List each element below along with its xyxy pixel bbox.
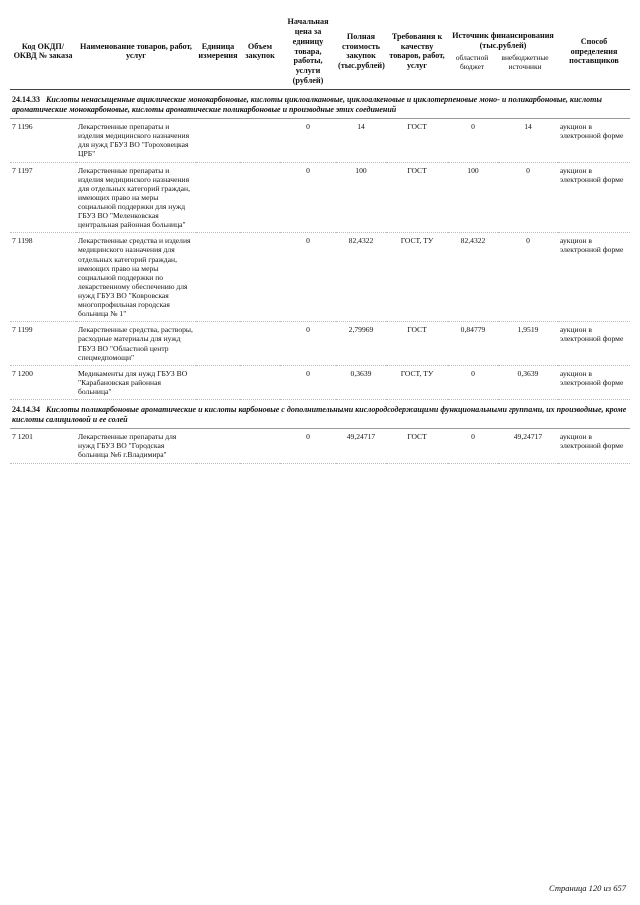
page-number: Страница 120 из 657 [549, 883, 626, 893]
row-unit-price: 0 [280, 233, 336, 322]
header-requirements: Требования к качеству товаров, работ, услуг [386, 14, 448, 89]
header-code: Код ОКДП/ ОКВД № заказа [10, 14, 76, 89]
row-unit [196, 233, 240, 322]
row-code: 7 1198 [10, 233, 76, 322]
header-method: Способ определения поставщиков [558, 14, 630, 89]
header-unit: Единица измерения [196, 14, 240, 89]
row-requirements: ГОСТ [386, 322, 448, 365]
section-code: 24.14.33 [12, 94, 40, 104]
row-unit-price: 0 [280, 429, 336, 463]
header-funding-title: Источник финансирования (тыс.рублей) [452, 30, 554, 50]
header-total: Полная стоимость закупок (тыс.рублей) [336, 14, 386, 89]
row-funding-regional: 0,84779 [448, 322, 498, 365]
procurement-table [10, 14, 630, 464]
table-row [10, 365, 630, 399]
row-unit-price: 0 [280, 322, 336, 365]
row-requirements: ГОСТ [386, 429, 448, 463]
row-volume [240, 322, 280, 365]
row-code: 7 1197 [10, 162, 76, 233]
row-unit-price: 0 [280, 119, 336, 162]
row-funding-extrabudget: 0,3639 [498, 365, 558, 399]
row-unit [196, 162, 240, 233]
row-total: 2,79969 [336, 322, 386, 365]
row-requirements: ГОСТ [386, 119, 448, 162]
section-row [10, 400, 630, 429]
row-volume [240, 162, 280, 233]
section-title: Кислоты ненасыщенные ациклические монокарбоновые, кислоты циклоалкановые, циклоалкеновые и циклотерпеновые моно- и поликарбоновые, кислоты ароматические монокарбоновые, кислоты ароматические поликарбоновые и производные этих соединений [12, 94, 602, 114]
row-name: Лекарственные средства и изделия медицинского назначения для отдельных категорий граждан, имеющих право на меры социальной поддержки по лекарственному обеспечению для нужд ГБУЗ ВО "Ковровская многопрофильная городская больница № 1" [76, 233, 196, 322]
row-funding-extrabudget: 0 [498, 233, 558, 322]
row-volume [240, 429, 280, 463]
row-method: аукцион в электронной форме [558, 322, 630, 365]
row-method: аукцион в электронной форме [558, 233, 630, 322]
row-funding-regional: 0 [448, 365, 498, 399]
row-total: 100 [336, 162, 386, 233]
header-name: Наименование товаров, работ, услуг [76, 14, 196, 89]
row-name: Лекарственные средства, растворы, расходные материалы для нужд ГБУЗ ВО "Областной центр спецмедпомощи" [76, 322, 196, 365]
row-method: аукцион в электронной форме [558, 119, 630, 162]
row-total: 49,24717 [336, 429, 386, 463]
row-total: 82,4322 [336, 233, 386, 322]
row-unit [196, 365, 240, 399]
header-volume: Объем закупок [240, 14, 280, 89]
row-funding-extrabudget: 1,9519 [498, 322, 558, 365]
table-row [10, 162, 630, 233]
row-volume [240, 365, 280, 399]
row-unit [196, 429, 240, 463]
row-requirements: ГОСТ, ТУ [386, 233, 448, 322]
row-unit [196, 119, 240, 162]
row-code: 7 1196 [10, 119, 76, 162]
row-funding-extrabudget: 14 [498, 119, 558, 162]
row-volume [240, 233, 280, 322]
header-funding-regional: областной бюджет [455, 53, 489, 72]
row-method: аукцион в электронной форме [558, 429, 630, 463]
row-name: Лекарственные препараты и изделия медицинского назначения для нужд ГБУЗ ВО "Гороховецкая ЦРБ" [76, 119, 196, 162]
row-unit-price: 0 [280, 162, 336, 233]
section-code: 24.14.34 [12, 405, 40, 415]
section-title: Кислоты поликарбоновые ароматические и кислоты карбоновые с дополнительными кислородсодержащими функциональными группами, их производные, кроме кислоты салициловой и ее солей [12, 405, 627, 424]
header-unit-price: Начальная цена за единицу товара, работы, услуги (рублей) [280, 14, 336, 89]
header-funding [448, 14, 558, 89]
header-funding-extrabudget: внебюджетные источники [501, 53, 549, 72]
table-row [10, 233, 630, 322]
table-header-row [10, 14, 630, 89]
row-method: аукцион в электронной форме [558, 365, 630, 399]
row-funding-regional: 0 [448, 429, 498, 463]
row-funding-regional: 100 [448, 162, 498, 233]
row-funding-regional: 0 [448, 119, 498, 162]
row-code: 7 1199 [10, 322, 76, 365]
row-code: 7 1201 [10, 429, 76, 463]
row-requirements: ГОСТ, ТУ [386, 365, 448, 399]
section-row [10, 89, 630, 118]
row-method: аукцион в электронной форме [558, 162, 630, 233]
row-unit [196, 322, 240, 365]
table-row [10, 322, 630, 365]
row-name: Лекарственные препараты и изделия медицинского назначения для отдельных категорий граждан, имеющих право на меры социальной поддержки для нужд ГБУЗ ВО "Меленковская центральная районная больница" [76, 162, 196, 233]
row-volume [240, 119, 280, 162]
row-requirements: ГОСТ [386, 162, 448, 233]
row-total: 0,3639 [336, 365, 386, 399]
row-unit-price: 0 [280, 365, 336, 399]
table-row [10, 119, 630, 162]
row-funding-extrabudget: 0 [498, 162, 558, 233]
row-funding-extrabudget: 49,24717 [498, 429, 558, 463]
table-row [10, 429, 630, 463]
row-name: Лекарственные препараты для нужд ГБУЗ ВО "Городская больница №6 г.Владимира" [76, 429, 196, 463]
row-total: 14 [336, 119, 386, 162]
row-funding-regional: 82,4322 [448, 233, 498, 322]
row-name: Медикаменты для нужд ГБУЗ ВО "Карабановская районная больница" [76, 365, 196, 399]
row-code: 7 1200 [10, 365, 76, 399]
